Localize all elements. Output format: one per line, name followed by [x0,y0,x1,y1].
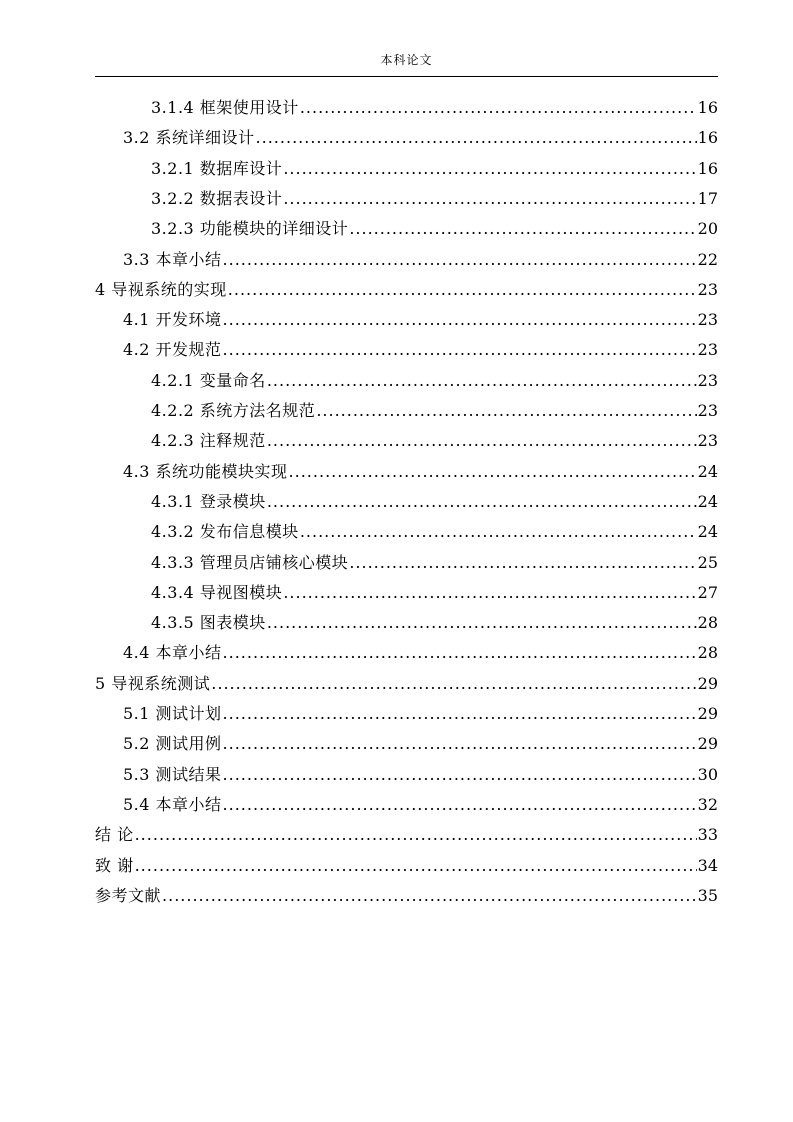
toc-entry[interactable] [95,851,718,881]
toc-entry-label: 3.1.4 框架使用设计 [151,98,299,117]
toc-entry-label: 5.4 本章小结 [123,795,222,814]
toc-entry-page-number: 24 [697,492,718,511]
toc-dot-leader [135,820,697,850]
toc-dot-leader [349,548,696,578]
toc-entry-page-number: 32 [697,795,718,814]
toc-entry-page-number: 29 [697,734,718,753]
toc-entry[interactable] [95,881,718,911]
toc-entry-label: 3.2 系统详细设计 [123,128,255,147]
toc-entry[interactable] [151,154,718,184]
toc-dot-leader [300,517,697,547]
toc-entry-label: 4.3.2 发布信息模块 [151,522,299,541]
toc-entry-label: 3.2.3 功能模块的详细设计 [151,219,349,238]
toc-dot-leader [300,93,697,123]
toc-entry[interactable] [151,93,718,123]
toc-entry[interactable] [151,426,718,456]
toc-dot-leader [135,851,697,881]
toc-entry-page-number: 28 [697,643,718,662]
toc-entry[interactable] [123,335,718,365]
toc-entry-label: 3.2.1 数据库设计 [151,159,283,178]
toc-dot-leader [211,669,696,699]
toc-entry-page-number: 23 [697,371,718,390]
toc-entry-page-number: 16 [697,98,718,117]
toc-entry[interactable] [151,396,718,426]
toc-entry-page-number: 25 [697,553,718,572]
toc-dot-leader [223,729,697,759]
toc-entry[interactable] [123,790,718,820]
toc-dot-leader [223,335,697,365]
toc-dot-leader [256,123,697,153]
toc-entry[interactable] [95,669,718,699]
toc-entry[interactable] [123,457,718,487]
toc-entry[interactable] [151,487,718,517]
toc-entry-page-number: 23 [697,340,718,359]
toc-dot-leader [289,457,697,487]
toc-entry-label: 4.3.4 导视图模块 [151,583,283,602]
toc-dot-leader [223,790,697,820]
toc-entry[interactable] [151,548,718,578]
toc-dot-leader [316,396,696,426]
toc-entry[interactable] [95,820,718,850]
page-header: 本科论文 [380,53,433,67]
toc-dot-leader [162,881,697,911]
toc-entry-page-number: 34 [697,856,718,875]
toc-entry[interactable] [151,366,718,396]
toc-entry-page-number: 35 [697,886,718,905]
toc-entry-page-number: 20 [697,219,718,238]
toc-dot-leader [267,608,697,638]
toc-dot-leader [283,154,696,184]
toc-entry-label: 4.3.5 图表模块 [151,613,266,632]
toc-entry-label: 致 谢 [95,856,134,875]
toc-entry-page-number: 23 [697,280,718,299]
toc-entry-page-number: 28 [697,613,718,632]
toc-entry[interactable] [151,184,718,214]
toc-entry-label: 5.3 测试结果 [123,765,222,784]
toc-entry-label: 4.3.1 登录模块 [151,492,266,511]
toc-dot-leader [267,366,697,396]
toc-entry-label: 参考文献 [95,886,162,905]
toc-entry[interactable] [151,214,718,244]
toc-entry-page-number: 24 [697,522,718,541]
toc-entry[interactable] [151,517,718,547]
toc-dot-leader [349,214,696,244]
toc-entry-label: 4.2 开发规范 [123,340,222,359]
toc-entry[interactable] [123,123,718,153]
toc-dot-leader [283,578,696,608]
toc-entry-page-number: 22 [697,250,718,269]
toc-entry-label: 4.2.3 注释规范 [151,431,266,450]
toc-entry[interactable] [123,305,718,335]
toc-entry[interactable] [95,275,718,305]
toc-entry-label: 3.2.2 数据表设计 [151,189,283,208]
toc-entry[interactable] [151,578,718,608]
toc-entry-label: 3.3 本章小结 [123,250,222,269]
toc-entry-page-number: 16 [697,159,718,178]
toc-dot-leader [223,760,697,790]
toc-entry[interactable] [123,729,718,759]
toc-entry-label: 5.2 测试用例 [123,734,222,753]
toc-entry-label: 4.2.2 系统方法名规范 [151,401,316,420]
toc-dot-leader [223,305,697,335]
header-rule [95,76,718,77]
toc-entry-page-number: 16 [697,128,718,147]
toc-dot-leader [283,184,696,214]
toc-dot-leader [223,699,697,729]
toc-entry-label: 4.3 系统功能模块实现 [123,462,288,481]
toc-entry-page-number: 29 [697,674,718,693]
toc-entry-page-number: 29 [697,704,718,723]
toc-entry-page-number: 27 [697,583,718,602]
toc-dot-leader [223,638,697,668]
toc-dot-leader [267,487,697,517]
toc-entry-page-number: 30 [697,765,718,784]
toc-entry[interactable] [123,638,718,668]
toc-dot-leader [228,275,697,305]
toc-entry-label: 4.3.3 管理员店铺核心模块 [151,553,349,572]
toc-entry[interactable] [151,608,718,638]
toc-entry-label: 4 导视系统的实现 [95,280,227,299]
toc-entry-page-number: 23 [697,310,718,329]
toc-entry[interactable] [123,760,718,790]
toc-entry-label: 5.1 测试计划 [123,704,222,723]
toc-entry[interactable] [123,245,718,275]
toc-entry-label: 4.4 本章小结 [123,643,222,662]
toc-entry-label: 4.1 开发环境 [123,310,222,329]
toc-entry-page-number: 23 [697,401,718,420]
toc-entry-label: 结 论 [95,825,134,844]
toc-entry-label: 4.2.1 变量命名 [151,371,266,390]
toc-entry-page-number: 23 [697,431,718,450]
toc-entry[interactable] [123,699,718,729]
toc-entry-label: 5 导视系统测试 [95,674,211,693]
toc-entry-page-number: 17 [697,189,718,208]
toc-dot-leader [267,426,697,456]
toc-entry-page-number: 33 [697,825,718,844]
toc-entry-page-number: 24 [697,462,718,481]
toc-dot-leader [223,245,697,275]
